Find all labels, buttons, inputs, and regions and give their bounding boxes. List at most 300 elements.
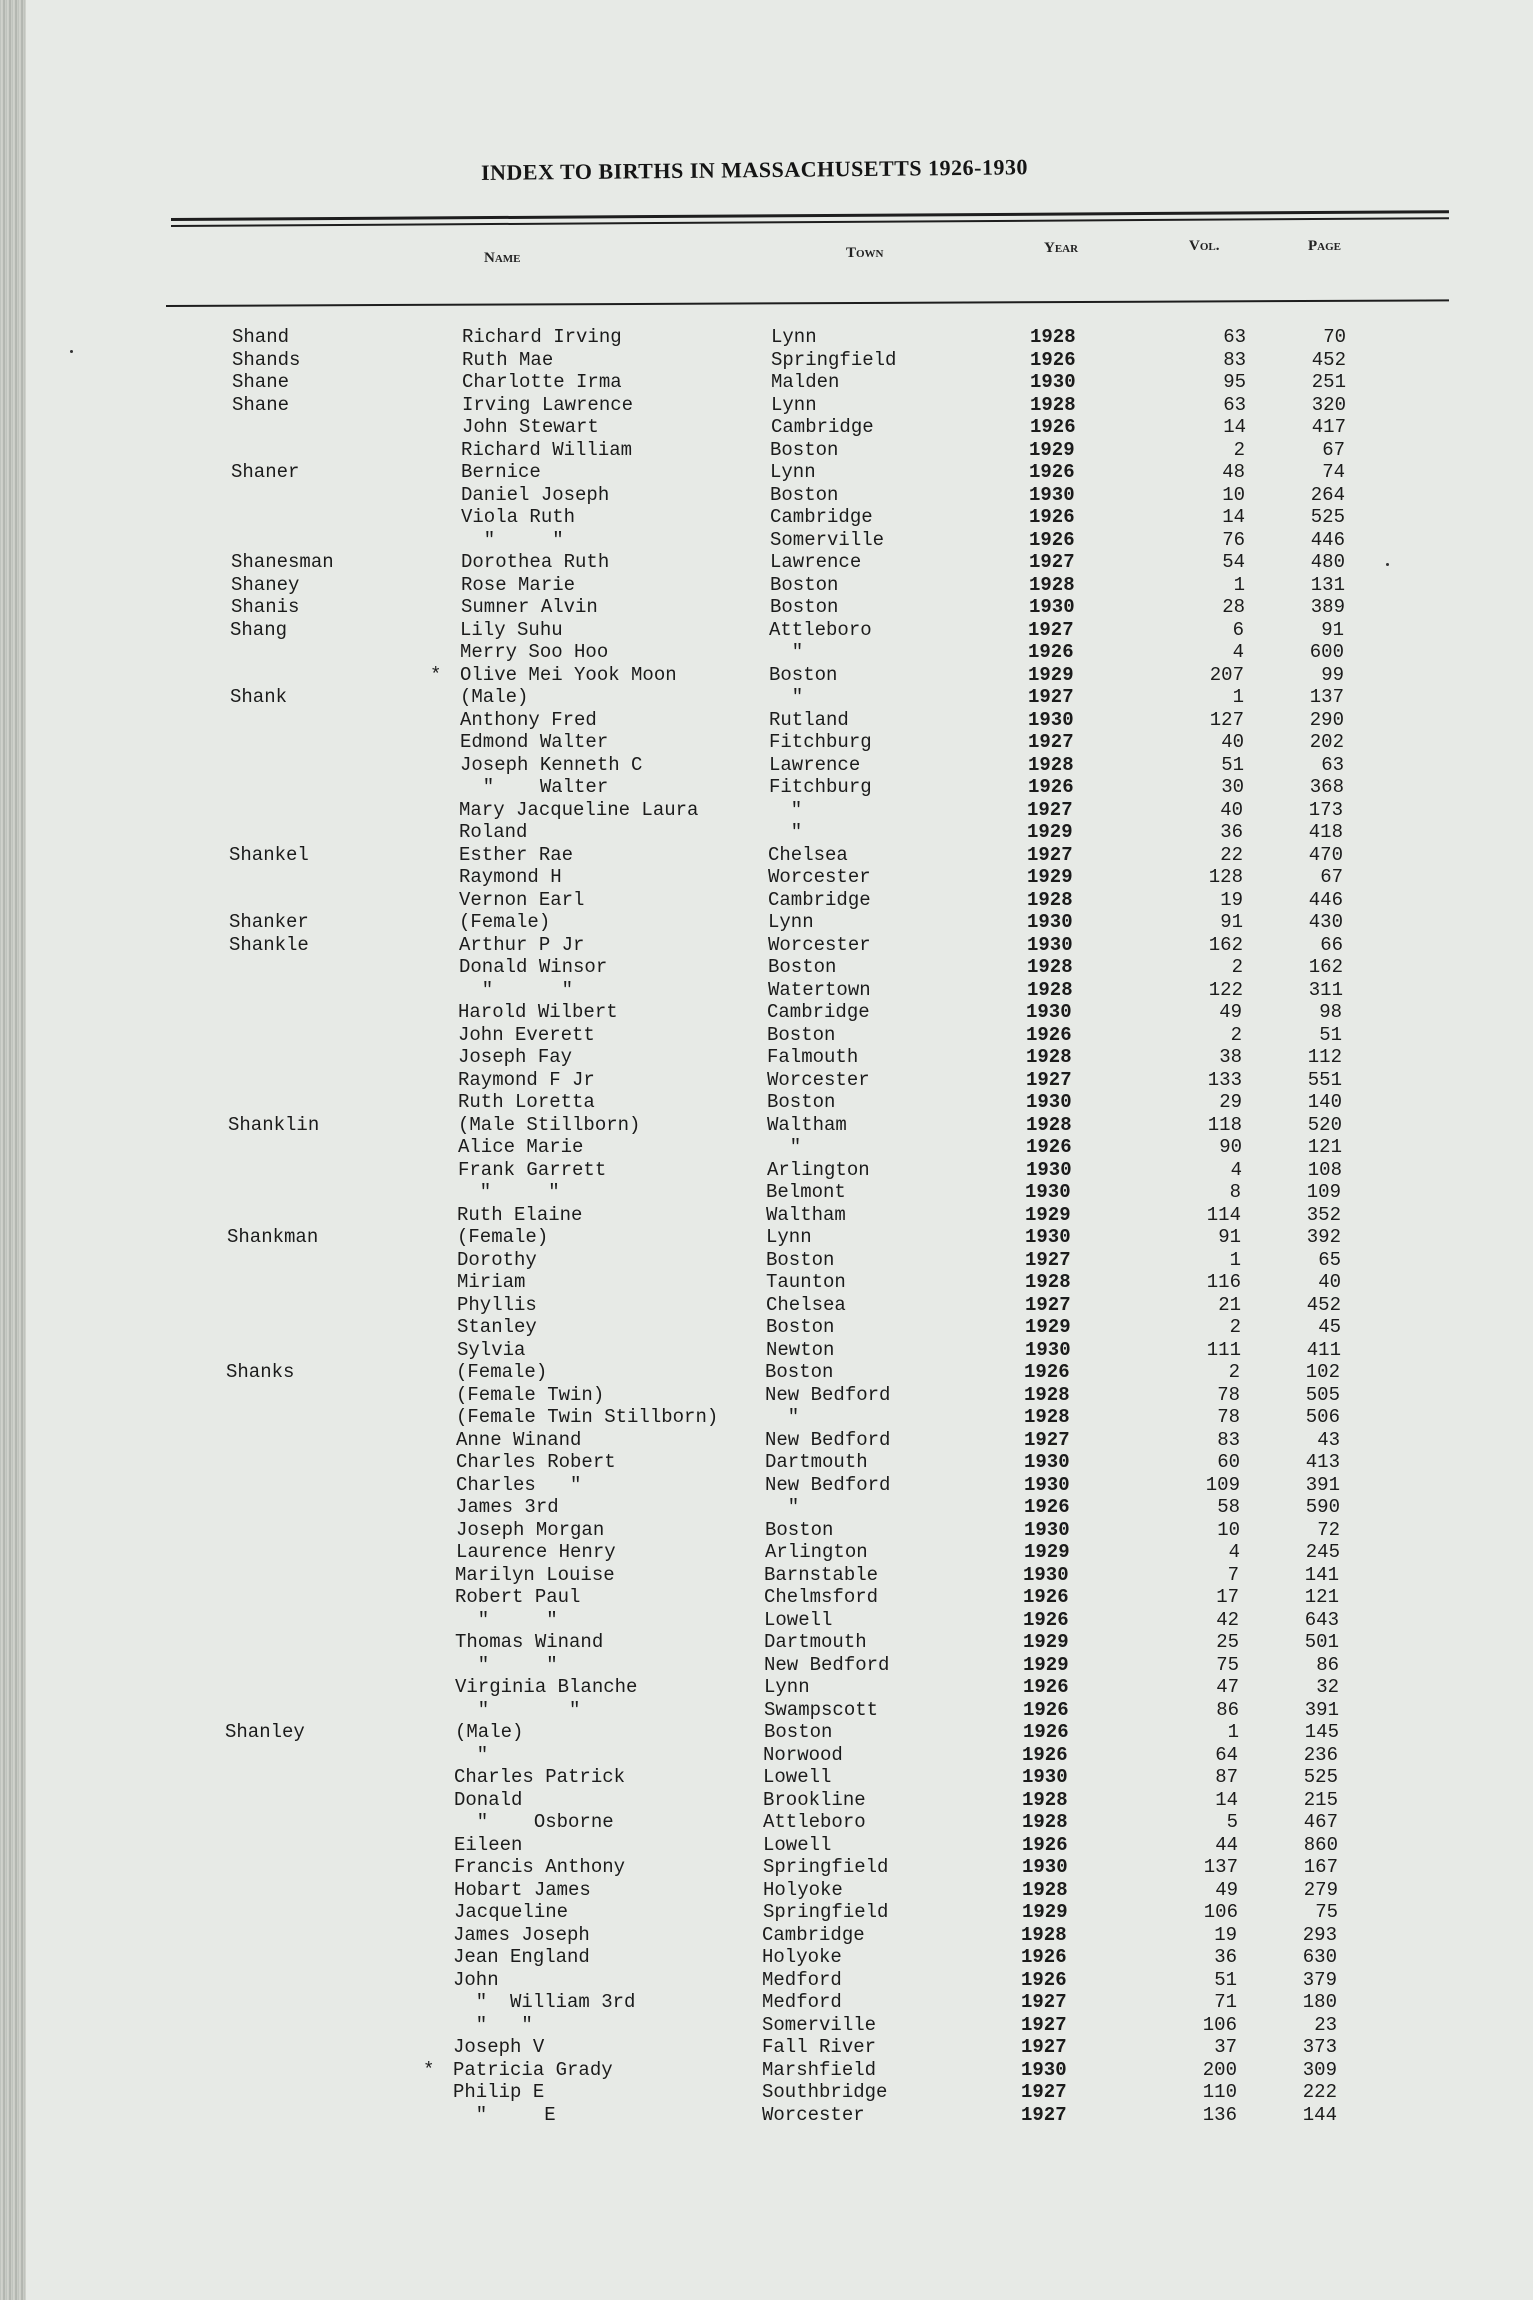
town: " [769,641,804,663]
table-row [20,1474,1533,1497]
volume: 21 [1218,1293,1241,1316]
volume: 54 [1222,551,1245,573]
town: Cambridge [762,1923,865,1946]
year: 1930 [1026,1001,1072,1023]
surname: Shanks [226,1361,295,1383]
town: Attleboro [763,1811,866,1833]
page-number: 309 [1302,2058,1337,2081]
town: " [769,686,804,708]
volume: 2 [1231,956,1243,978]
page-number: 99 [1321,663,1344,686]
given-name: Phyllis [457,1293,537,1316]
page-number: 506 [1305,1406,1340,1428]
year: 1929 [1023,1653,1069,1676]
volume: 111 [1206,1338,1241,1361]
town: Waltham [766,1203,846,1226]
given-name: " Osborne [454,1811,614,1833]
table-row [17,1969,1533,1992]
volume: 49 [1215,1878,1238,1901]
page-number: 413 [1305,1451,1340,1473]
year: 1930 [1022,1856,1068,1878]
paper-speck [1386,563,1389,566]
year: 1930 [1024,1473,1070,1496]
year: 1927 [1021,2081,1067,2103]
volume: 200 [1202,2058,1237,2081]
given-name: " " [455,1698,581,1721]
town: Springfield [771,348,897,371]
town: " [765,1496,800,1518]
year: 1930 [1024,1451,1070,1473]
table-row [26,371,1533,394]
volume: 2 [1233,438,1245,461]
page-number: 180 [1302,1991,1337,2013]
given-name: " " [455,1608,558,1631]
page-number: 236 [1303,1743,1338,1766]
year: 1929 [1027,821,1073,843]
town: Cambridge [770,506,873,528]
year: 1930 [1025,1338,1071,1361]
surname: Shanesman [231,551,334,573]
year: 1929 [1023,1631,1069,1653]
town: Boston [770,573,839,596]
surname: Shank [230,686,288,708]
town: Medford [762,1968,842,1991]
volume: 19 [1220,888,1243,911]
page-number: 251 [1311,371,1346,393]
table-row [24,686,1533,709]
table-row [21,1271,1533,1294]
surname: Shaner [231,461,300,483]
given-name: Charles Robert [456,1451,616,1473]
surname: Shand [232,326,290,348]
given-name: John [453,1968,499,1991]
table-row [23,911,1533,934]
page-number: 520 [1307,1113,1342,1136]
given-name: " " [459,978,574,1001]
page-number: 140 [1307,1091,1342,1113]
volume: 95 [1223,371,1246,393]
town: Worcester [767,1068,870,1091]
town: Holyoke [762,1946,842,1968]
town: New Bedford [765,1473,891,1496]
given-name: Patricia Grady [453,2058,613,2081]
surname: Shanis [231,596,300,618]
town: Fitchburg [769,776,872,798]
town: Lawrence [769,753,861,776]
page-number: 630 [1302,1946,1337,1968]
table-row [22,1046,1533,1069]
table-row [18,1789,1533,1812]
volume: 63 [1223,393,1246,416]
given-name: Stanley [457,1316,537,1338]
table-row [22,1001,1533,1024]
table-row [21,1339,1533,1362]
town: " [765,1406,800,1428]
table-row [19,1699,1533,1722]
town: Lynn [768,911,814,933]
volume: 75 [1216,1653,1239,1676]
page-number: 162 [1308,956,1343,978]
page-number: 121 [1307,1136,1342,1158]
page-number: 264 [1310,483,1345,506]
town: Lowell [763,1833,832,1856]
town: Southbridge [762,2081,888,2103]
year: 1926 [1021,1946,1067,1968]
page-number: 290 [1309,708,1344,731]
page-number: 121 [1304,1586,1339,1608]
page-number: 112 [1307,1046,1342,1068]
given-name: Viola Ruth [461,506,576,528]
volume: 63 [1223,326,1246,348]
page-number: 202 [1309,731,1344,753]
year: 1930 [1028,708,1074,731]
table-row [24,776,1533,799]
given-name: Francis Anthony [454,1856,626,1878]
year: 1930 [1022,1766,1068,1788]
town: Chelsea [766,1293,846,1316]
surname: Shanley [225,1721,305,1743]
volume: 60 [1217,1451,1240,1473]
table-row [17,2059,1533,2082]
volume: 48 [1222,461,1245,483]
year: 1930 [1026,1091,1072,1113]
page-number: 32 [1316,1676,1339,1698]
table-row [23,799,1533,822]
year: 1929 [1027,866,1073,888]
table-row [17,1946,1533,1969]
town: Chelsea [768,843,848,866]
table-row [25,551,1533,574]
town: Boston [770,596,839,618]
town: Holyoke [763,1878,843,1901]
given-name: Anne Winand [456,1428,582,1451]
page-number: 320 [1311,393,1346,416]
town: Swampscott [764,1698,879,1721]
year: 1926 [1024,1496,1070,1518]
volume: 4 [1228,1541,1240,1563]
volume: 51 [1221,753,1244,776]
volume: 14 [1222,506,1245,528]
page-number: 452 [1311,348,1346,371]
table-row [22,1136,1533,1159]
given-name: Raymond F Jr [458,1068,595,1091]
page-number: 470 [1308,843,1343,866]
volume: 10 [1217,1518,1240,1541]
volume: 91 [1218,1226,1241,1248]
page-number: 417 [1311,416,1346,438]
volume: 58 [1217,1496,1240,1518]
town: Belmont [766,1181,846,1203]
table-row [25,529,1533,552]
town: Dartmouth [764,1631,867,1653]
table-row [18,1811,1533,1834]
page-number: 72 [1317,1518,1340,1541]
year: 1926 [1022,1743,1068,1766]
town: Boston [770,438,839,461]
page-number: 600 [1309,641,1344,663]
volume: 78 [1217,1406,1240,1428]
town: Malden [771,371,840,393]
town: New Bedford [765,1383,891,1406]
given-name: " William 3rd [453,1991,636,2013]
header-bottom-rule [166,299,1449,307]
page-number: 141 [1304,1563,1339,1586]
given-name: Ruth Elaine [457,1203,583,1226]
given-name: Eileen [454,1833,523,1856]
year: 1926 [1029,528,1075,551]
page-number: 45 [1318,1316,1341,1338]
page-number: 131 [1310,573,1345,596]
page-number: 67 [1320,866,1343,888]
page-number: 70 [1323,326,1346,348]
table-row [25,596,1533,619]
table-row [22,1159,1533,1182]
town: Lynn [770,461,816,483]
given-name: (Male Stillborn) [458,1113,641,1136]
table-row [24,754,1533,777]
table-row [24,731,1533,754]
town: Boston [768,956,837,978]
volume: 25 [1216,1631,1239,1653]
year: 1928 [1027,956,1073,978]
page-number: 245 [1305,1541,1340,1563]
page-number: 373 [1302,2036,1337,2058]
table-row [17,2036,1533,2059]
volume: 40 [1220,798,1243,821]
page-number: 430 [1308,911,1343,933]
table-row [19,1654,1533,1677]
volume: 36 [1214,1946,1237,1968]
table-row [21,1316,1533,1339]
page-number: 63 [1321,753,1344,776]
town: Norwood [763,1743,843,1766]
column-header-page: Page [1308,238,1341,254]
year: 1930 [1024,1518,1070,1541]
volume: 17 [1216,1586,1239,1608]
given-name: Alice Marie [458,1136,584,1158]
table-row [20,1406,1533,1429]
year: 1928 [1028,753,1074,776]
town: Boston [769,663,838,686]
given-name: Virginia Blanche [455,1676,638,1698]
year: 1927 [1027,843,1073,866]
volume: 122 [1208,978,1243,1001]
table-row [18,1856,1533,1879]
town: Boston [770,483,839,506]
given-name: Ruth Mae [462,348,554,371]
volume: 36 [1220,821,1243,843]
column-header-name: Name [484,250,521,266]
asterisk-mark: * [423,2058,435,2081]
surname: Shankman [227,1226,319,1248]
given-name: Edmond Walter [460,731,609,753]
column-header-town: Town [846,245,884,261]
table-row [26,416,1533,439]
volume: 91 [1220,911,1243,933]
table-row [21,1226,1533,1249]
surname: Shang [230,618,288,641]
page-number: 173 [1308,798,1343,821]
given-name: Vernon Earl [459,888,585,911]
table-row [26,326,1533,349]
table-row [23,956,1533,979]
town: Worcester [762,2103,865,2126]
page-number: 137 [1309,686,1344,708]
town: Watertown [768,978,871,1001]
table-row [25,461,1533,484]
volume: 118 [1207,1113,1242,1136]
given-name: James Joseph [453,1923,590,1946]
volume: 22 [1220,843,1243,866]
given-name: Harold Wilbert [458,1001,618,1023]
page-number: 279 [1303,1878,1338,1901]
page-number: 91 [1321,618,1344,641]
town: Boston [765,1361,834,1383]
year: 1928 [1022,1788,1068,1811]
town: Worcester [768,866,871,888]
page-number: 391 [1305,1473,1340,1496]
page-number: 311 [1308,978,1343,1001]
volume: 42 [1216,1608,1239,1631]
table-row [23,934,1533,957]
year: 1930 [1029,596,1075,618]
page-number: 74 [1322,461,1345,483]
table-row [20,1496,1533,1519]
table-row [23,889,1533,912]
town: Lynn [771,326,817,348]
year: 1926 [1021,1968,1067,1991]
volume: 127 [1209,708,1244,731]
volume: 114 [1206,1203,1241,1226]
year: 1928 [1025,1271,1071,1293]
page-number: 525 [1310,506,1345,528]
page-number: 65 [1318,1248,1341,1271]
table-row [25,439,1533,462]
page-number: 411 [1306,1338,1341,1361]
page-number: 23 [1314,2013,1337,2036]
volume: 2 [1230,1023,1242,1046]
volume: 40 [1221,731,1244,753]
table-row [26,349,1533,372]
given-name: Hobart James [454,1878,591,1901]
given-name: Charles Patrick [454,1766,626,1788]
year: 1929 [1024,1541,1070,1563]
town: Lawrence [770,551,862,573]
volume: 1 [1233,573,1245,596]
year: 1928 [1026,1113,1072,1136]
page-number: 102 [1305,1361,1340,1383]
year: 1930 [1027,933,1073,956]
town: Somerville [770,528,885,551]
given-name: (Female) [457,1226,549,1248]
given-name: (Female Twin) [456,1383,605,1406]
page-number: 352 [1306,1203,1341,1226]
year: 1928 [1024,1383,1070,1406]
town: Cambridge [771,416,874,438]
town: Worcester [768,933,871,956]
table-row [19,1721,1533,1744]
page-number: 551 [1307,1068,1342,1091]
year: 1930 [1029,483,1075,506]
surname: Shane [232,393,290,416]
year: 1926 [1030,416,1076,438]
volume: 1 [1229,1248,1241,1271]
page-title: INDEX TO BIRTHS IN MASSACHUSETTS 1926-1930 [480,154,1029,185]
volume: 86 [1216,1698,1239,1721]
given-name: " " [457,1181,560,1203]
year: 1928 [1030,393,1076,416]
year: 1928 [1024,1406,1070,1428]
given-name: John Everett [458,1023,595,1046]
town: Cambridge [767,1001,870,1023]
volume: 90 [1219,1136,1242,1158]
volume: 64 [1215,1743,1238,1766]
table-row [20,1384,1533,1407]
given-name: Donald Winsor [459,956,608,978]
town: New Bedford [764,1653,890,1676]
table-row [23,979,1533,1002]
volume: 8 [1229,1181,1241,1203]
given-name: James 3rd [456,1496,559,1518]
volume: 28 [1222,596,1245,618]
year: 1927 [1025,1248,1071,1271]
page-number: 467 [1303,1811,1338,1833]
town: " [768,798,803,821]
page-number: 480 [1310,551,1345,573]
year: 1927 [1027,798,1073,821]
town: Attleboro [769,618,872,641]
volume: 14 [1223,416,1246,438]
page-number: 368 [1309,776,1344,798]
given-name: " " [453,2013,533,2036]
given-name: (Male) [455,1721,524,1743]
given-name: Arthur P Jr [459,933,585,956]
volume: 2 [1229,1316,1241,1338]
town: Boston [765,1518,834,1541]
column-header-vol: Vol. [1189,238,1220,254]
table-row [24,664,1533,687]
town: " [768,821,803,843]
volume: 116 [1206,1271,1241,1293]
given-name: Irving Lawrence [462,393,634,416]
table-row [25,484,1533,507]
year: 1926 [1023,1676,1069,1698]
given-name: Dorothy [457,1248,537,1271]
town: Boston [767,1091,836,1113]
year: 1926 [1023,1586,1069,1608]
page-number: 452 [1306,1293,1341,1316]
year: 1926 [1029,506,1075,528]
page-number: 145 [1304,1721,1339,1743]
volume: 87 [1215,1766,1238,1788]
town: Boston [764,1721,833,1743]
surname: Shanklin [228,1113,320,1136]
given-name: (Male) [460,686,529,708]
table-row [20,1361,1533,1384]
given-name: Mary Jacqueline Laura [459,798,699,821]
given-name: (Female Twin Stillborn) [456,1406,719,1428]
town: Taunton [766,1271,846,1293]
year: 1928 [1026,1046,1072,1068]
page-number: 98 [1319,1001,1342,1023]
table-row [21,1181,1533,1204]
surname: Shanker [229,911,309,933]
volume: 30 [1221,776,1244,798]
town: Fitchburg [769,731,872,753]
town: Somerville [762,2013,877,2036]
year: 1927 [1028,731,1074,753]
given-name: Rose Marie [461,573,576,596]
